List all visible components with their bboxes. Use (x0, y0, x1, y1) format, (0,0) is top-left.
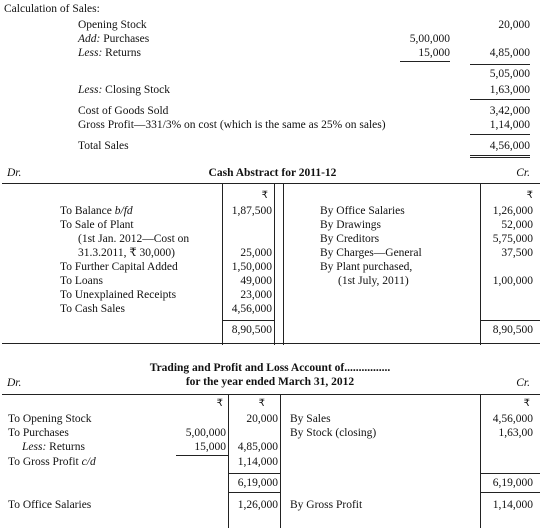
cash-right-amount: 37,500 (501, 247, 533, 259)
cash-left-amount: 23,000 (240, 289, 272, 301)
cash-left-amount: 25,000 (240, 247, 272, 259)
cash-left-label: To Further Capital Added (60, 261, 178, 273)
row-label-italic: b/fd (114, 205, 133, 217)
add-prefix: Add: (78, 33, 101, 45)
cash-left-label: To Unexplained Receipts (60, 289, 177, 301)
cash-right-amount: 52,000 (501, 219, 533, 231)
trading-left-amount: 1,26,000 (237, 499, 278, 511)
row-label: To Gross Profit (8, 456, 82, 468)
trading-left-label: To Office Salaries (8, 499, 92, 511)
cash-left-total: 8,90,500 (231, 324, 272, 336)
cash-left-label: To Cash Sales (60, 303, 125, 315)
cash-right-label: By Plant purchased, (320, 261, 413, 273)
cash-left-label (60, 205, 133, 218)
trading-left-label: To Purchases (8, 427, 69, 439)
trading-right-label: By Stock (closing) (290, 427, 377, 439)
rule (480, 473, 540, 474)
trading-left-label: To Opening Stock (8, 413, 92, 425)
underline (400, 61, 450, 62)
cogs-amount: 3,42,000 (489, 105, 530, 117)
column-rule (283, 183, 284, 345)
cash-left-amount: 1,87,500 (231, 205, 272, 217)
cogs-label: Cost of Goods Sold (78, 105, 169, 117)
returns-label: Returns (49, 441, 85, 453)
trading-left-total: 6,19,000 (237, 477, 278, 489)
rule (480, 320, 540, 321)
trading-right-amount: 4,56,000 (492, 413, 533, 425)
cash-left-amount: 1,50,000 (231, 261, 272, 273)
cash-right-label: By Drawings (320, 219, 382, 231)
subtotal-amount: 5,05,000 (489, 68, 530, 80)
rupee-symbol: ₹ (258, 398, 265, 409)
cash-right-amount: 5,75,000 (492, 233, 533, 245)
cash-left-label: (1st Jan. 2012—Cost on (78, 233, 190, 245)
rupee-symbol: ₹ (523, 398, 530, 409)
less-prefix: Less: (78, 84, 103, 96)
rule (2, 343, 540, 344)
double-underline (470, 157, 530, 158)
opening-stock-label: Opening Stock (78, 19, 147, 31)
trading-inner-amount: 5,00,000 (185, 427, 226, 439)
cash-right-amount: 1,00,000 (492, 275, 533, 287)
cash-right-total: 8,90,500 (492, 324, 533, 336)
trading-left-label (8, 456, 96, 469)
gross-profit-label: Gross Profit—331/3% on cost (which is the same as 25% on sales) (78, 119, 386, 131)
column-rule (280, 394, 281, 528)
trading-dr-label: Dr. (7, 377, 22, 389)
underline (470, 99, 530, 100)
sales-calc-heading: Calculation of Sales: (4, 3, 100, 15)
purchases-line (78, 33, 149, 46)
cash-left-label: To Loans (60, 275, 103, 287)
rule (2, 394, 540, 395)
cash-abstract-title: Cash Abstract for 2011-12 (208, 167, 337, 179)
cash-cr-label: Cr. (516, 167, 530, 179)
less-prefix: Less: (22, 441, 47, 453)
trading-right-amount: 1,14,000 (492, 499, 533, 511)
trading-subtitle: for the year ended March 31, 2012 (185, 376, 355, 388)
trading-cr-label: Cr. (516, 377, 530, 389)
cash-right-label: By Office Salaries (320, 205, 405, 217)
less-prefix: Less: (78, 47, 103, 59)
rule (228, 473, 280, 474)
row-label: To Balance (60, 205, 115, 217)
cash-dr-label: Dr. (7, 167, 22, 179)
trading-left-amount: 4,85,000 (237, 441, 278, 453)
trading-left-amount: 20,000 (246, 413, 278, 425)
total-sales-amount: 4,56,000 (489, 140, 530, 152)
opening-stock-amount: 20,000 (498, 19, 530, 31)
rule (222, 320, 274, 321)
returns-label: Returns (105, 47, 141, 59)
purchases-inner-amount: 5,00,000 (409, 33, 450, 45)
cash-left-label: 31.3.2011, ₹ 30,000) (78, 247, 175, 259)
total-sales-label: Total Sales (78, 140, 129, 152)
trading-title: Trading and Profit and Loss Account of................ (149, 362, 391, 374)
returns-inner-amount: 15,000 (418, 47, 450, 59)
double-underline (470, 155, 530, 156)
trading-right-label: By Gross Profit (290, 499, 363, 511)
trading-left-amount: 1,14,000 (237, 456, 278, 468)
rule (480, 492, 540, 493)
underline (470, 134, 530, 135)
rupee-symbol: ₹ (216, 398, 223, 409)
closing-stock-line (78, 84, 170, 97)
closing-stock-amount: 1,63,000 (489, 84, 530, 96)
returns-line (78, 47, 141, 60)
underline (470, 64, 530, 65)
returns-net-amount: 4,85,000 (489, 47, 530, 59)
cash-left-amount: 49,000 (240, 275, 272, 287)
cash-left-amount: 4,56,000 (231, 303, 272, 315)
cash-right-label: By Charges—General (320, 247, 422, 259)
cash-right-label: (1st July, 2011) (338, 275, 409, 287)
trading-left-label (22, 441, 85, 454)
trading-right-amount: 1,63,00 (498, 427, 533, 439)
purchases-label: Purchases (103, 33, 150, 45)
cash-right-amount: 1,26,000 (492, 205, 533, 217)
trading-right-label: By Sales (290, 413, 331, 425)
row-label-italic: c/d (81, 456, 96, 468)
column-rule (274, 183, 275, 345)
rupee-symbol: ₹ (526, 190, 533, 201)
rupee-symbol: ₹ (261, 190, 268, 201)
trading-right-total: 6,19,000 (492, 477, 533, 489)
closing-stock-label: Closing Stock (105, 84, 171, 96)
gross-profit-amount: 1,14,000 (489, 119, 530, 131)
cash-right-label: By Creditors (320, 233, 380, 245)
cash-left-label: To Sale of Plant (60, 219, 134, 231)
trading-inner-amount: 15,000 (194, 441, 226, 453)
rule (2, 183, 540, 184)
rule (228, 492, 280, 493)
